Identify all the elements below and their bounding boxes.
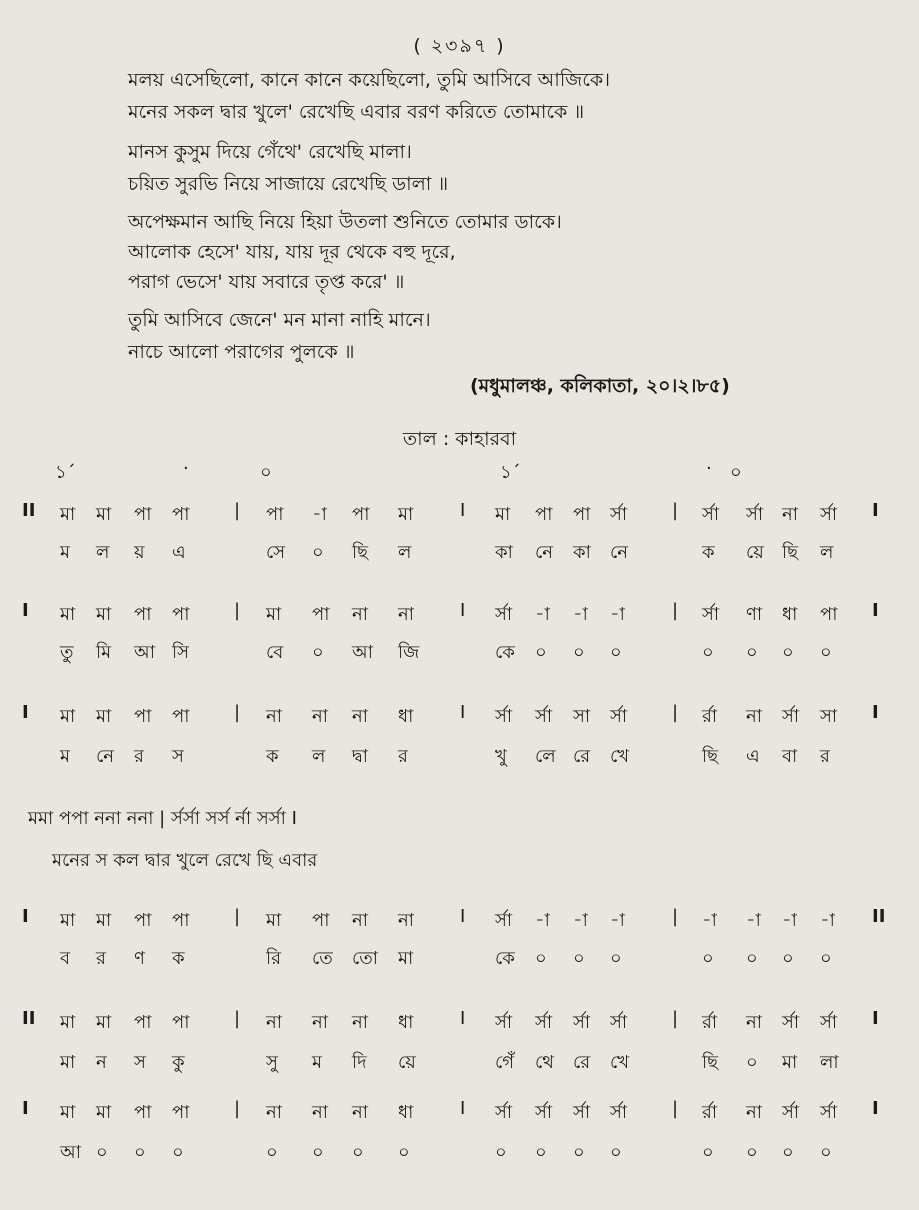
swara-note: পা [172, 504, 190, 525]
syllable: ক [266, 746, 279, 767]
syllable: দ্বা [352, 746, 368, 767]
syllable: কু [172, 1052, 185, 1073]
swara-note: ধা [782, 604, 798, 625]
syllable: ল [96, 542, 110, 563]
lyric-line: মলয় এসেছিলো, কানে কানে কয়েছিলো, তুমি আসিবে আজিকে। [128, 69, 610, 91]
syllable: ০ [782, 642, 794, 663]
swara-note: মা [96, 1102, 112, 1123]
syllable: খে [610, 746, 630, 767]
swara-note: র্সা [535, 706, 553, 727]
syllable: রে [573, 746, 591, 767]
swara-note: র্সা [610, 504, 628, 525]
syllable: ০ [573, 948, 585, 969]
syllable: ০ [782, 948, 794, 969]
barline: | [672, 1008, 679, 1029]
swara-note: র্সা [495, 604, 513, 625]
syllable: ০ [782, 1142, 794, 1163]
swara-note: -া [312, 504, 327, 525]
swara-note: না [398, 604, 414, 625]
beat-mark: ১´ [55, 462, 76, 483]
swara-note: পা [134, 706, 152, 727]
special-lyric-row: মনের স কল দ্বার খুলে রেখে ছি এবার [52, 850, 318, 871]
syllable: এ [746, 746, 760, 767]
syllable: ০ [573, 1142, 585, 1163]
swara-note: র্সা [702, 504, 720, 525]
swara-note: পা [134, 910, 152, 931]
swara-note: না [312, 1012, 328, 1033]
swara-note: র্সা [610, 1012, 628, 1033]
syllable: খু [495, 746, 507, 767]
syllable: সে [266, 542, 286, 563]
syllable: ০ [312, 542, 324, 563]
barline: | [672, 600, 679, 621]
swara-note: র্সা [573, 1012, 591, 1033]
end-barline: I [872, 1008, 879, 1029]
swara-note: পা [820, 604, 838, 625]
syllable-row [0, 638, 919, 666]
syllable-row [0, 1138, 919, 1166]
swara-note: র্সা [610, 1102, 628, 1123]
swara-note: -া [820, 910, 835, 931]
syllable: ছি [352, 542, 369, 563]
barline: | [234, 702, 241, 723]
syllable: ল [312, 746, 326, 767]
swara-note: না [352, 910, 368, 931]
barline: | [234, 1098, 241, 1119]
swara-note: না [352, 706, 368, 727]
syllable: মি [96, 642, 112, 663]
syllable: ০ [702, 642, 714, 663]
barline: I [460, 906, 466, 927]
syllable: কে [495, 642, 515, 663]
syllable: য়ে [398, 1052, 416, 1073]
syllable: য় [134, 542, 145, 563]
swara-row [0, 600, 919, 628]
end-barline: I [872, 1098, 879, 1119]
barline: I [460, 1008, 466, 1029]
syllable: বে [266, 642, 284, 663]
swara-note: র্সা [573, 1102, 591, 1123]
swara-note: মা [60, 504, 76, 525]
beat-mark: · [706, 458, 712, 479]
swara-note: র্সা [495, 1012, 513, 1033]
syllable: ক [172, 948, 185, 969]
swara-note: র্সা [820, 1012, 838, 1033]
swara-note: না [266, 706, 282, 727]
swara-note: না [352, 1012, 368, 1033]
swara-note: র্সা [495, 1102, 513, 1123]
syllable: ০ [820, 948, 832, 969]
syllable: র [398, 746, 408, 767]
syllable: ০ [312, 642, 324, 663]
syllable: তো [352, 948, 379, 969]
syllable: লে [535, 746, 556, 767]
syllable: কা [573, 542, 591, 563]
swara-note: মা [398, 504, 414, 525]
swara-row [0, 906, 919, 934]
lyric-line: পরাগ ভেসে' যায় সবারে তৃপ্ত করে' ॥ [128, 271, 405, 293]
syllable: র [96, 948, 106, 969]
swara-row [0, 702, 919, 730]
beat-mark: ১´ [500, 462, 521, 483]
end-barline: II [872, 906, 886, 927]
syllable: রি [266, 948, 282, 969]
swara-note: পা [312, 604, 330, 625]
syllable: তে [312, 948, 333, 969]
swara-note: -া [573, 604, 588, 625]
syllable: ছি [702, 1052, 719, 1073]
lyric-line: নাচে আলো পরাগের পুলকে ॥ [128, 341, 355, 363]
swara-note: না [746, 706, 762, 727]
barline: I [460, 500, 466, 521]
syllable: গেঁ [495, 1052, 515, 1073]
swara-note: না [352, 604, 368, 625]
swara-note: মা [60, 706, 76, 727]
syllable: তু [60, 642, 74, 663]
swara-note: র্সা [820, 1102, 838, 1123]
swara-note: না [266, 1012, 282, 1033]
swara-note: পা [573, 504, 591, 525]
swara-note: পা [134, 504, 152, 525]
swara-note: পা [172, 910, 190, 931]
source-credit: (মধুমালঞ্চ, কলিকাতা, ২০।২।৮৫) [470, 375, 730, 397]
swara-note: পা [312, 910, 330, 931]
barline: | [672, 500, 679, 521]
start-barline: I [22, 906, 29, 927]
tala-heading: তাল : কাহারবা [402, 428, 517, 450]
swara-note: মা [60, 1102, 76, 1123]
swara-note: না [266, 1102, 282, 1123]
barline: | [672, 1098, 679, 1119]
swara-note: মা [96, 706, 112, 727]
syllable: আ [352, 642, 373, 663]
syllable: স [134, 1052, 146, 1073]
syllable: ০ [172, 1142, 184, 1163]
barline: | [672, 702, 679, 723]
swara-note: র্সা [746, 504, 764, 525]
swara-note: পা [535, 504, 553, 525]
barline: I [460, 702, 466, 723]
swara-note: র্সা [610, 706, 628, 727]
swara-note: মা [96, 910, 112, 931]
syllable: র [134, 746, 144, 767]
syllable: ০ [495, 1142, 507, 1163]
syllable: সি [172, 642, 190, 663]
syllable: ক [702, 542, 715, 563]
swara-note: সা [573, 706, 591, 727]
swara-note: -া [610, 604, 625, 625]
swara-note: মা [266, 910, 282, 931]
swara-note: র্সা [782, 1102, 800, 1123]
end-barline: I [872, 600, 879, 621]
swara-note: -া [746, 910, 761, 931]
start-barline: II [22, 1008, 36, 1029]
barline: | [234, 906, 241, 927]
syllable: মা [398, 948, 414, 969]
syllable: ০ [746, 642, 758, 663]
syllable: ০ [610, 642, 622, 663]
syllable: নে [96, 746, 115, 767]
start-barline: I [22, 600, 29, 621]
syllable: ম [312, 1052, 322, 1073]
syllable: কা [495, 542, 513, 563]
swara-note: না [746, 1012, 762, 1033]
swara-row [0, 500, 919, 528]
swara-note: -া [782, 910, 797, 931]
swara-note: না [312, 706, 328, 727]
swara-note: পা [172, 1102, 190, 1123]
swara-note: র্রা [702, 1012, 718, 1033]
syllable: এ [172, 542, 186, 563]
page-number: ( ২৩৯৭ ) [413, 35, 506, 57]
barline: | [672, 906, 679, 927]
syllable: নে [610, 542, 629, 563]
syllable: ০ [535, 1142, 547, 1163]
syllable: কে [495, 948, 515, 969]
swara-note: র্সা [495, 706, 513, 727]
swara-note: ধা [398, 706, 414, 727]
swara-note: ধা [398, 1012, 414, 1033]
syllable: র [820, 746, 830, 767]
swara-row [0, 1098, 919, 1126]
swara-note: পা [134, 604, 152, 625]
swara-note: না [398, 910, 414, 931]
swara-note: পা [134, 1102, 152, 1123]
swara-note: -া [535, 604, 550, 625]
swara-note: না [746, 1102, 762, 1123]
swara-note: পা [172, 706, 190, 727]
swara-note: র্সা [820, 504, 838, 525]
swara-note: মা [60, 604, 76, 625]
syllable: ল [398, 542, 412, 563]
barline: | [234, 500, 241, 521]
start-barline: I [22, 702, 29, 723]
swara-note: র্রা [702, 1102, 718, 1123]
syllable: ০ [746, 1052, 758, 1073]
beat-mark: ০ [260, 462, 272, 483]
syllable: লা [820, 1052, 839, 1073]
syllable: ০ [96, 1142, 108, 1163]
swara-note: না [352, 1102, 368, 1123]
syllable: ০ [134, 1142, 146, 1163]
syllable: ০ [573, 642, 585, 663]
syllable: ন [96, 1052, 107, 1073]
beat-marks [0, 458, 919, 482]
syllable: ০ [535, 642, 547, 663]
swara-note: পা [172, 604, 190, 625]
barline: I [460, 1098, 466, 1119]
syllable: ম [60, 542, 70, 563]
swara-note: মা [96, 604, 112, 625]
lyric-line: তুমি আসিবে জেনে' মন মানা নাহি মানে। [128, 309, 431, 331]
swara-note: মা [96, 1012, 112, 1033]
beat-mark: · [183, 458, 189, 479]
barline: | [234, 600, 241, 621]
swara-note: ণা [746, 604, 763, 625]
syllable: আ [60, 1142, 81, 1163]
syllable: নে [535, 542, 554, 563]
syllable: মা [782, 1052, 798, 1073]
syllable: ০ [702, 948, 714, 969]
syllable: ম [60, 746, 70, 767]
start-barline: II [22, 500, 36, 521]
syllable: বা [782, 746, 798, 767]
syllable-row [0, 1048, 919, 1076]
syllable-row [0, 538, 919, 566]
swara-note: -া [573, 910, 588, 931]
syllable: ব [60, 948, 71, 969]
swara-note: সা [820, 706, 838, 727]
swara-note: ধা [398, 1102, 414, 1123]
swara-note: মা [96, 504, 112, 525]
syllable: ০ [610, 1142, 622, 1163]
syllable: স [172, 746, 184, 767]
syllable: ছি [782, 542, 799, 563]
syllable: ০ [820, 1142, 832, 1163]
syllable: ০ [535, 948, 547, 969]
swara-note: মা [60, 910, 76, 931]
lyric-line: চয়িত সুরভি নিয়ে সাজায়ে রেখেছি ডালা ॥ [128, 173, 449, 195]
swara-note: র্সা [782, 706, 800, 727]
swara-note: -া [702, 910, 717, 931]
start-barline: I [22, 1098, 29, 1119]
syllable-row [0, 944, 919, 972]
syllable: রে [573, 1052, 591, 1073]
syllable: ০ [266, 1142, 278, 1163]
syllable: থে [535, 1052, 554, 1073]
special-swara-row: মমা পপা ননা ননা | র্সর্সা সর্স র্না সর্সা I [28, 808, 297, 829]
syllable: ০ [746, 948, 758, 969]
swara-note: না [312, 1102, 328, 1123]
syllable: ০ [610, 948, 622, 969]
syllable: ণ [134, 948, 145, 969]
syllable-row [0, 742, 919, 770]
syllable: ০ [352, 1142, 364, 1163]
barline: I [460, 600, 466, 621]
syllable: ০ [820, 642, 832, 663]
swara-note: পা [172, 1012, 190, 1033]
swara-note: -া [610, 910, 625, 931]
swara-note: র্রা [702, 706, 718, 727]
swara-note: র্সা [495, 910, 513, 931]
lyric-line: অপেক্ষমান আছি নিয়ে হিয়া উতলা শুনিতে তোমার ডাকে। [128, 211, 562, 233]
end-barline: I [872, 500, 879, 521]
syllable: জি [398, 642, 420, 663]
swara-note: পা [134, 1012, 152, 1033]
end-barline: I [872, 702, 879, 723]
syllable: ০ [398, 1142, 410, 1163]
syllable: সু [266, 1052, 278, 1073]
lyric-line: মানস কুসুম দিয়ে গেঁথে' রেখেছি মালা। [128, 141, 412, 163]
swara-row [0, 1008, 919, 1036]
swara-note: র্সা [702, 604, 720, 625]
syllable: খে [610, 1052, 630, 1073]
syllable: মা [60, 1052, 76, 1073]
swara-note: পা [266, 504, 284, 525]
syllable: দি [352, 1052, 367, 1073]
syllable: ল [820, 542, 834, 563]
syllable: ছি [702, 746, 719, 767]
swara-note: র্সা [782, 1012, 800, 1033]
syllable: ০ [312, 1142, 324, 1163]
swara-note: না [782, 504, 798, 525]
swara-note: -া [535, 910, 550, 931]
swara-note: পা [352, 504, 370, 525]
syllable: আ [134, 642, 155, 663]
syllable: য়ে [746, 542, 764, 563]
lyric-line: মনের সকল দ্বার খুলে' রেখেছি এবার বরণ করিতে তোমাকে ॥ [128, 101, 585, 123]
syllable: ০ [702, 1142, 714, 1163]
swara-note: মা [495, 504, 511, 525]
barline: | [234, 1008, 241, 1029]
swara-note: মা [60, 1012, 76, 1033]
syllable: ০ [746, 1142, 758, 1163]
lyric-line: আলোক হেসে' যায়, যায় দূর থেকে বহু দূরে, [128, 241, 456, 263]
swara-note: র্সা [535, 1102, 553, 1123]
beat-mark: ০ [730, 462, 742, 483]
swara-note: মা [266, 604, 282, 625]
swara-note: র্সা [535, 1012, 553, 1033]
